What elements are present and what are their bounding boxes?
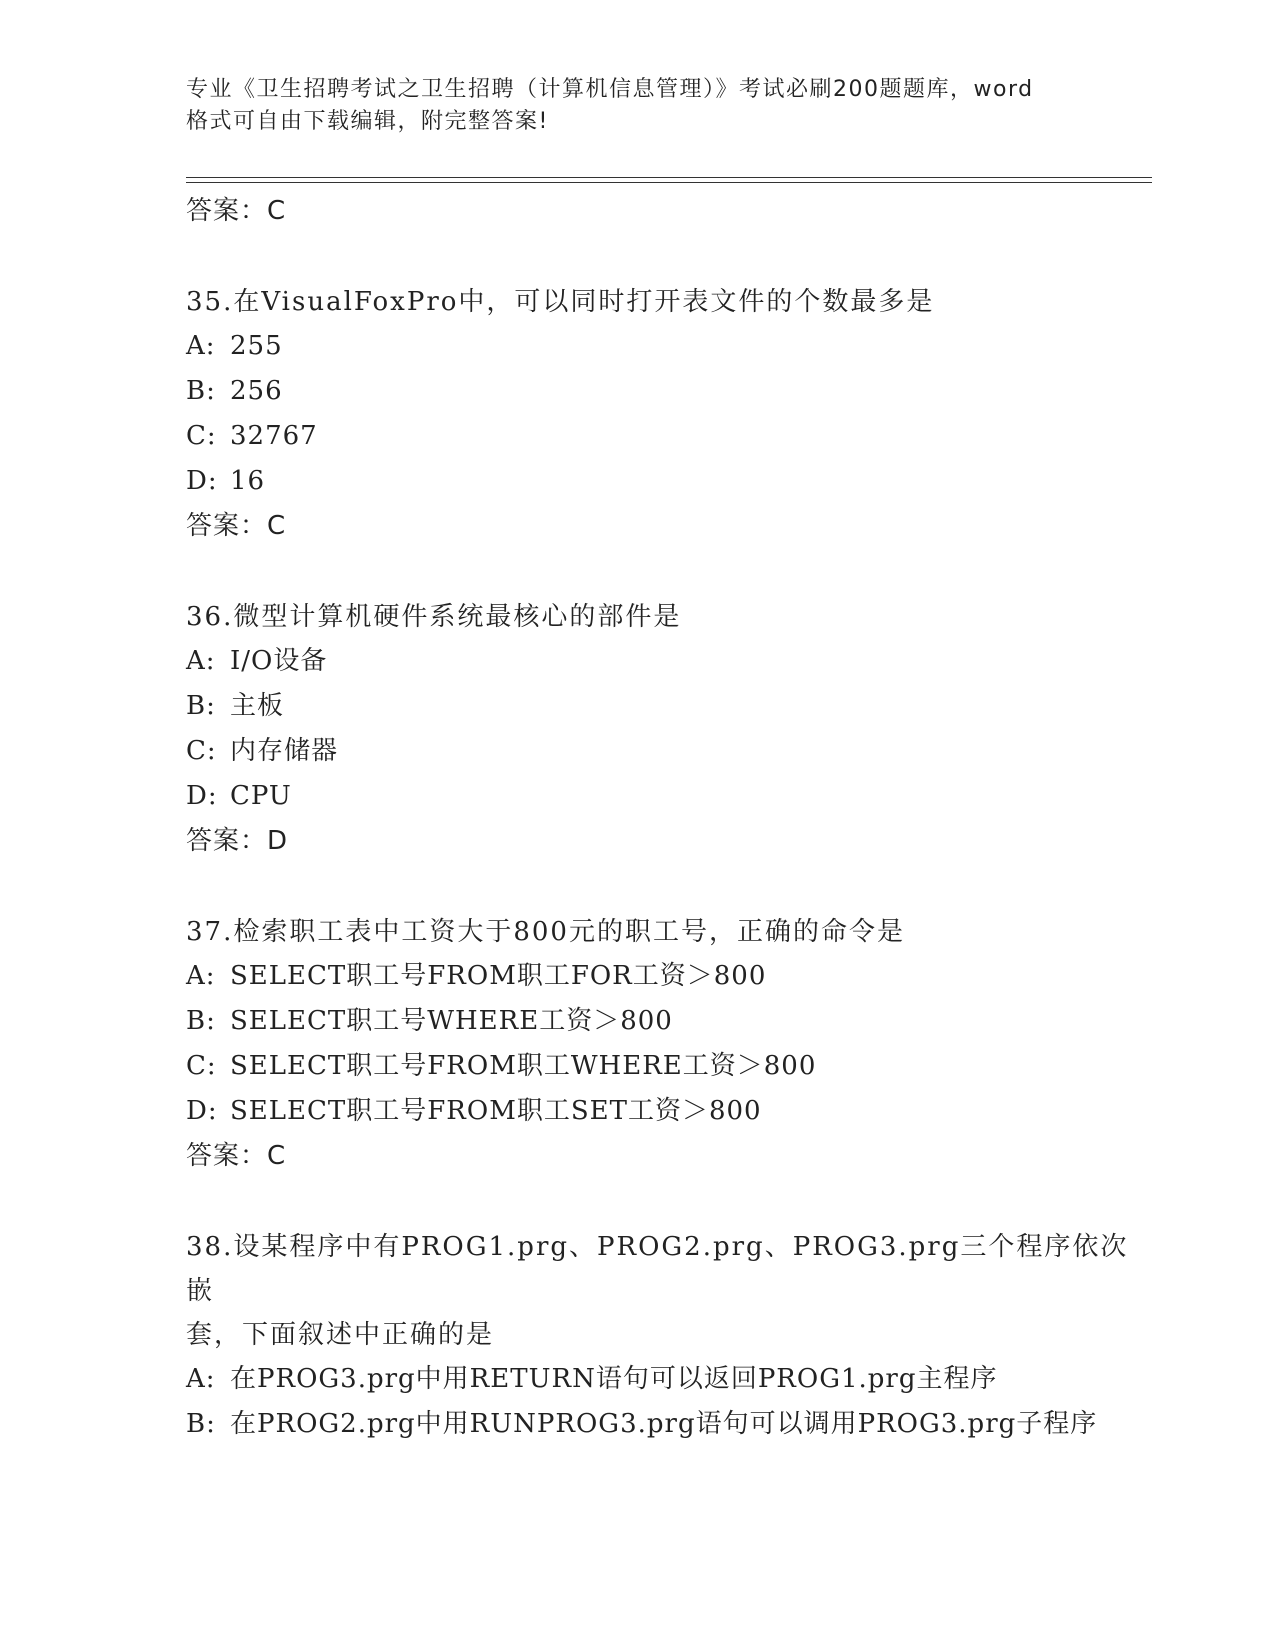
question-stem-line-1: 38.设某程序中有PROG1.prg、PROG2.prg、PROG3.prg三个程序依次嵌 (186, 1232, 1129, 1306)
option-text: SELECT职工号WHERE工资＞800 (230, 1006, 673, 1036)
option-b (186, 369, 1146, 414)
option-a (186, 1357, 1146, 1402)
question-stem: 37.检索职工表中工资大于800元的职工号，正确的命令是 (186, 917, 905, 947)
option-text: SELECT职工号FROM职工SET工资＞800 (230, 1096, 762, 1126)
option-c (186, 729, 1146, 774)
option-text: 主板 (230, 691, 285, 721)
question-list (186, 189, 1146, 1447)
answer: 答案：C (186, 1141, 287, 1171)
answer: 答案：D (186, 826, 289, 856)
option-label: B: (186, 1006, 216, 1036)
document-header (186, 74, 1086, 138)
option-label: D: (186, 1096, 218, 1126)
option-label: C: (186, 1051, 217, 1081)
option-d (186, 1089, 1146, 1134)
question-stem-line-2: 套，下面叙述中正确的是 (186, 1320, 495, 1350)
option-text: SELECT职工号FROM职工WHERE工资＞800 (230, 1051, 817, 1081)
option-text: 255 (230, 331, 283, 361)
option-b (186, 684, 1146, 729)
option-text: 256 (230, 376, 283, 406)
option-label: A: (186, 961, 216, 991)
header-divider-top (186, 177, 1152, 178)
header-line-2: 格式可自由下载编辑，附完整答案! (186, 109, 549, 134)
question-38 (186, 1225, 1146, 1447)
option-text: 32767 (230, 421, 318, 451)
question-36 (186, 595, 1146, 863)
question-35 (186, 280, 1146, 548)
option-label: C: (186, 736, 217, 766)
option-c (186, 414, 1146, 459)
header-line-1: 专业《卫生招聘考试之卫生招聘（计算机信息管理）》考试必刷200题题库，word (186, 77, 1034, 102)
option-label: A: (186, 1364, 216, 1394)
option-label: B: (186, 376, 216, 406)
previous-answer: 答案：C (186, 196, 287, 226)
option-label: A: (186, 646, 216, 676)
option-text: 16 (230, 466, 266, 496)
option-label: A: (186, 331, 216, 361)
header-divider-bottom (186, 182, 1152, 183)
option-d (186, 459, 1146, 504)
option-a (186, 639, 1146, 684)
option-text: 在PROG3.prg中用RETURN语句可以返回PROG1.prg主程序 (230, 1364, 998, 1394)
answer: 答案：C (186, 511, 287, 541)
option-text: 内存储器 (230, 736, 339, 766)
option-d (186, 774, 1146, 819)
option-label: C: (186, 421, 217, 451)
option-text: CPU (230, 781, 292, 811)
option-label: B: (186, 691, 216, 721)
option-a (186, 954, 1146, 999)
option-label: D: (186, 466, 218, 496)
question-37 (186, 910, 1146, 1178)
option-label: D: (186, 781, 218, 811)
question-stem: 36.微型计算机硬件系统最核心的部件是 (186, 602, 682, 632)
option-text: I/O设备 (230, 646, 328, 676)
option-a (186, 324, 1146, 369)
option-c (186, 1044, 1146, 1089)
option-b (186, 999, 1146, 1044)
option-text: SELECT职工号FROM职工FOR工资＞800 (230, 961, 767, 991)
question-stem: 35.在VisualFoxPro中，可以同时打开表文件的个数最多是 (186, 287, 935, 317)
option-label: B: (186, 1409, 216, 1439)
option-b (186, 1402, 1146, 1447)
option-text: 在PROG2.prg中用RUNPROG3.prg语句可以调用PROG3.prg子程序 (230, 1409, 1098, 1439)
